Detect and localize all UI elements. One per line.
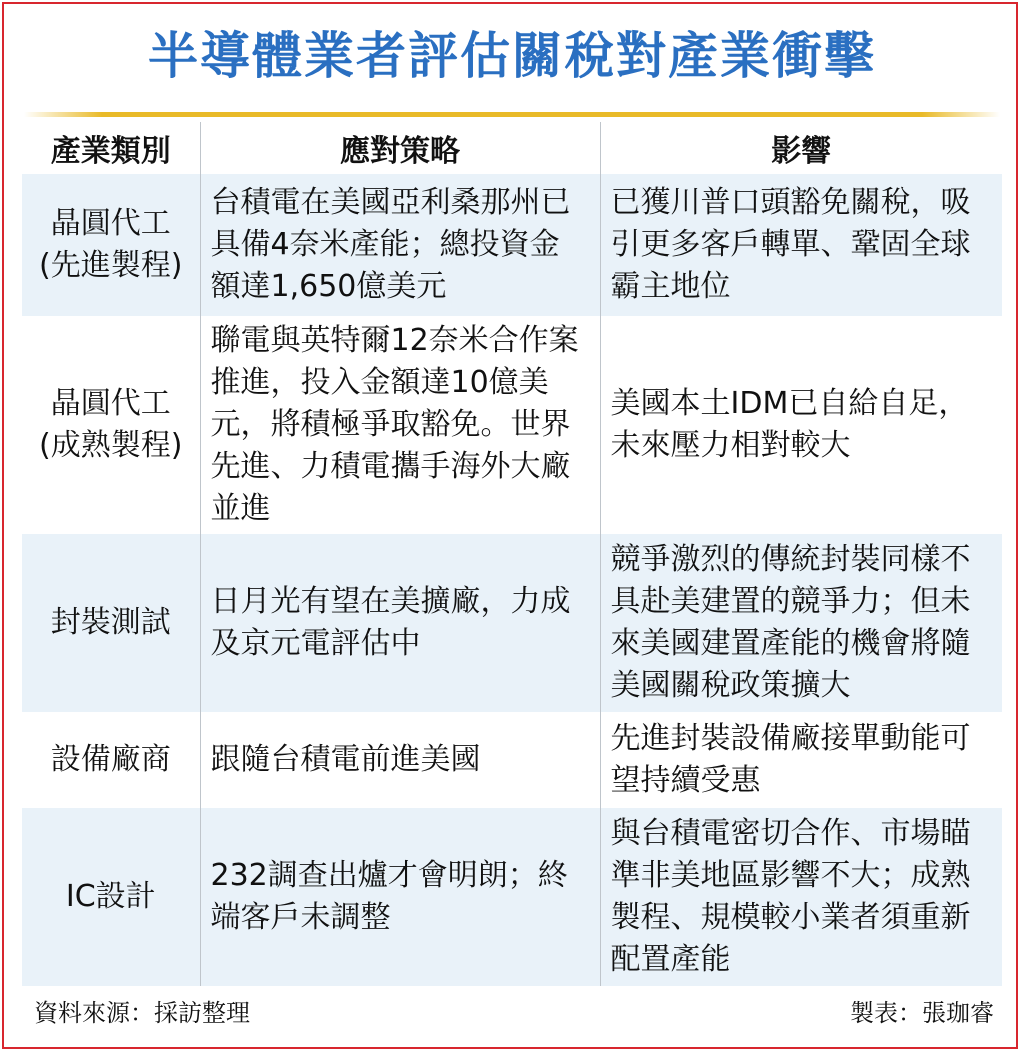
- impact-cell: 與台積電密切合作、市場瞄準非美地區影響不大；成熟製程、規模較小業者須重新配置產能: [600, 808, 1002, 986]
- table-row: [22, 534, 1002, 712]
- strategy-cell: 日月光有望在美擴廠，力成及京元電評估中: [200, 534, 600, 712]
- table-row: [22, 808, 1002, 986]
- header-category: 產業類別: [22, 122, 200, 174]
- header-impact: 影響: [600, 122, 1002, 174]
- category-cell: 晶圓代工 (成熟製程): [22, 316, 200, 534]
- category-cell: 晶圓代工 (先進製程): [22, 174, 200, 316]
- strategy-cell: 232調查出爐才會明朗；終端客戶未調整: [200, 808, 600, 986]
- impact-cell: 美國本土IDM已自給自足，未來壓力相對較大: [600, 316, 1002, 534]
- table-row: [22, 316, 1002, 534]
- category-cell: IC設計: [22, 808, 200, 986]
- strategy-cell: 聯電與英特爾12奈米合作案推進，投入金額達10億美元，將積極爭取豁免。世界先進、力積電攜手海外大廠並進: [200, 316, 600, 534]
- category-cell: 設備廠商: [22, 712, 200, 808]
- impact-cell: 已獲川普口頭豁免關稅，吸引更多客戶轉單、鞏固全球霸主地位: [600, 174, 1002, 316]
- table-row: [22, 712, 1002, 808]
- impact-cell: 先進封裝設備廠接單動能可望持續受惠: [600, 712, 1002, 808]
- table-header-row: [22, 122, 1002, 174]
- impact-table: [22, 122, 1002, 986]
- header-strategy: 應對策略: [200, 122, 600, 174]
- impact-cell: 競爭激烈的傳統封裝同樣不具赴美建置的競爭力；但未來美國建置產能的機會將隨美國關稅政策擴大: [600, 534, 1002, 712]
- page-title: 半導體業者評估關稅對產業衝擊: [148, 27, 876, 85]
- strategy-cell: 跟隨台積電前進美國: [200, 712, 600, 808]
- title-divider: [24, 112, 1000, 117]
- strategy-cell: 台積電在美國亞利桑那州已具備4奈米產能；總投資金額達1,650億美元: [200, 174, 600, 316]
- category-cell: 封裝測試: [22, 534, 200, 712]
- credit-note: 製表：張珈睿: [850, 999, 994, 1027]
- table-row: [22, 174, 1002, 316]
- source-note: 資料來源：採訪整理: [34, 999, 250, 1027]
